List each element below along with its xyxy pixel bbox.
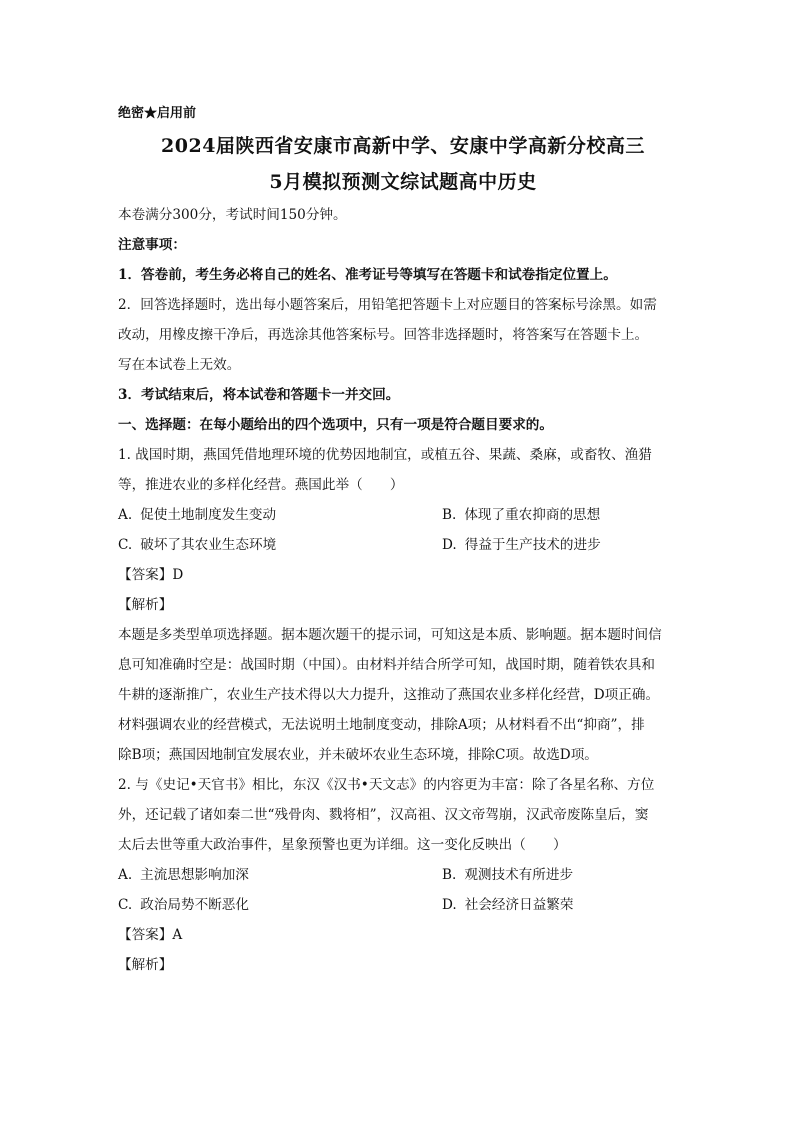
question-2-answer: 【答案】A xyxy=(118,927,183,943)
option-text: 主流思想影响加深 xyxy=(140,867,249,883)
option-text: 政治局势不断恶化 xyxy=(140,897,249,913)
exam-page xyxy=(118,100,688,980)
analysis-line: 息可知准确时空是：战国时期（中国）。由材料并结合所学可知，战国时期，随着铁农具和 xyxy=(118,657,655,673)
option-letter: B. xyxy=(442,507,457,523)
option-text: 体现了重农抑商的思想 xyxy=(464,507,601,523)
analysis-line: 材料强调农业的经营模式，无法说明土地制度变动，排除A项；从材料看不出“抑商”，排 xyxy=(118,717,645,733)
option-letter: B. xyxy=(442,867,457,883)
option-text: 得益于生产技术的进步 xyxy=(464,537,601,553)
question-2-options-row-1 xyxy=(118,860,688,890)
notice-item-2-line: 写在本试卷上无效。 xyxy=(118,357,241,373)
question-1-options-row-1 xyxy=(118,500,688,530)
notice-item-3: 3．考试结束后，将本试卷和答题卡一并交回。 xyxy=(118,387,400,403)
question-1-answer: 【答案】D xyxy=(118,567,184,583)
option-d xyxy=(442,890,688,920)
option-letter: A. xyxy=(118,867,133,883)
question-2-options-row-2 xyxy=(118,890,688,920)
option-c xyxy=(118,890,442,920)
question-2-analysis-label: 【解析】 xyxy=(118,957,173,973)
question-1-stem xyxy=(118,440,688,500)
option-letter: C. xyxy=(118,897,133,913)
notice-item-2-line: 改动，用橡皮擦干净后，再选涂其他答案标号。回答非选择题时，将答案写在答题卡上。 xyxy=(118,327,649,343)
option-text: 破坏了其农业生态环境 xyxy=(140,537,277,553)
option-d xyxy=(442,530,688,560)
question-1-analysis-label: 【解析】 xyxy=(118,597,173,613)
question-stem-line: 等，推进农业的多样化经营。燕国此举（ ） xyxy=(118,477,404,493)
option-text: 观测技术有所进步 xyxy=(464,867,574,883)
analysis-line: 牛耕的逐渐推广，农业生产技术得以大力提升，这推动了燕国农业多样化经营，D项正确。 xyxy=(118,687,660,703)
option-a xyxy=(118,860,442,890)
option-letter: C. xyxy=(118,537,133,553)
question-stem-line: 外，还记载了诸如秦二世“残骨肉、戮将相”，汉高祖、汉文帝驾崩，汉武帝废陈皇后，窦 xyxy=(118,807,649,823)
option-letter: A. xyxy=(118,507,133,523)
exam-title-line1: 2024届陕西省安康市高新中学、安康中学高新分校高三 xyxy=(161,135,645,157)
option-text: 社会经济日益繁荣 xyxy=(464,897,574,913)
section-heading: 一、选择题：在每小题给出的四个选项中，只有一项是符合题目要求的。 xyxy=(118,417,553,433)
notice-item-1: 1．答卷前，考生务必将自己的姓名、准考证号等填写在答题卡和试卷指定位置上。 xyxy=(118,267,617,283)
option-c xyxy=(118,530,442,560)
notice-item-2 xyxy=(118,290,688,380)
notice-heading: 注意事项： xyxy=(118,237,186,253)
question-stem-line: 1. 战国时期，燕国凭借地理环境的优势因地制宜，或植五谷、果蔬、桑麻，或畜牧、渔猎 xyxy=(118,447,652,463)
secret-mark: 绝密★启用前 xyxy=(118,106,197,121)
exam-title-line2: 5月模拟预测文综试题高中历史 xyxy=(269,171,537,193)
question-stem-line: 2. 与《史记•天官书》相比，东汉《汉书•天文志》的内容更为丰富：除了各星名称、方位 xyxy=(118,777,655,793)
option-b xyxy=(442,860,688,890)
option-letter: D. xyxy=(442,897,457,913)
option-b xyxy=(442,500,688,530)
question-stem-line: 太后去世等重大政治事件，星象预警也更为详细。这一变化反映出（ ） xyxy=(118,837,567,853)
option-text: 促使土地制度发生变动 xyxy=(140,507,277,523)
question-2-stem xyxy=(118,770,688,860)
notice-item-2-line: 2．回答选择题时，选出每小题答案后，用铅笔把答题卡上对应题目的答案标号涂黑。如需 xyxy=(118,297,657,313)
option-letter: D. xyxy=(442,537,457,553)
option-a xyxy=(118,500,442,530)
question-1-analysis xyxy=(118,620,688,770)
analysis-line: 除B项；燕国因地制宜发展农业，并未破坏农业生态环境，排除C项。故选D项。 xyxy=(118,747,598,763)
analysis-line: 本题是多类型单项选择题。据本题次题干的提示词，可知这是本质、影响题。据本题时间信 xyxy=(118,627,662,643)
question-1-options-row-2 xyxy=(118,530,688,560)
score-time-note: 本卷满分300分，考试时间150分钟。 xyxy=(118,207,347,223)
